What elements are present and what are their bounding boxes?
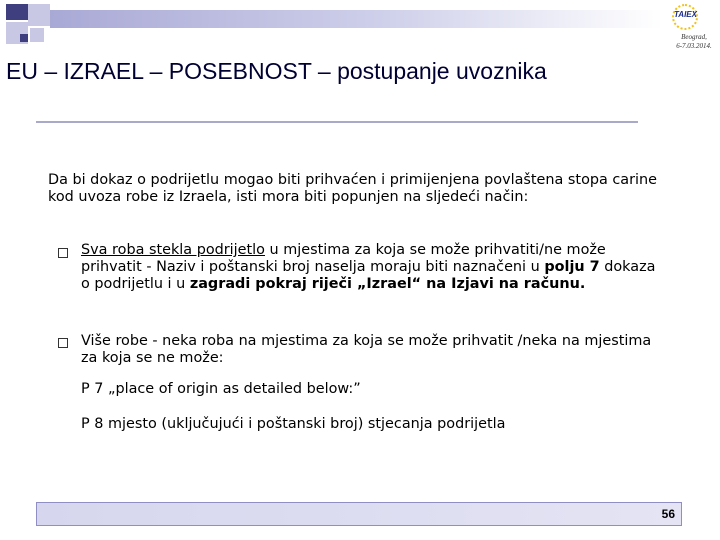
decor-square <box>30 28 44 42</box>
page-number: 56 <box>661 507 675 521</box>
text-run: dokaza o podrijetlu i u <box>81 259 656 292</box>
bold-text: polju 7 <box>544 259 600 275</box>
square-bullet-icon <box>58 338 68 348</box>
bullet-item-1 <box>81 242 661 293</box>
intro-paragraph: Da bi dokaz o podrijetlu mogao biti prihvaćen i primijenjena povlaštena stopa carine kod uvoza robe iz Izraela, isti mora biti popunjen na sljedeći način: <box>48 172 658 205</box>
decor-square <box>28 4 50 26</box>
taiex-logo <box>664 0 720 54</box>
event-place: Beograd, <box>681 33 707 41</box>
text-run: u mjestima za koja se može prihvatiti/ne može prihvatit - Naziv i poštanski broj naselja moraju biti naznačeni u <box>81 242 606 275</box>
sub-line-p8: P 8 mjesto (uključujući i poštanski broj) stjecanja podrijetla <box>81 416 506 432</box>
title-divider <box>36 121 638 123</box>
logo-text: TAIEX <box>674 10 697 19</box>
square-bullet-icon <box>58 248 68 258</box>
slide-title: EU – IZRAEL – POSEBNOST – postupanje uvoznika <box>6 58 547 84</box>
event-place-date <box>668 33 720 51</box>
decor-square <box>6 4 28 20</box>
bold-text: zagradi pokraj riječi „Izrael“ na Izjavi na računu. <box>189 276 586 292</box>
bullet-item-2: Više robe - neka roba na mjestima za koja se može prihvatit /neka na mjestima za koja se ne može: <box>81 333 652 366</box>
footer-bar <box>36 502 682 526</box>
sub-line-p7: P 7 „place of origin as detailed below:” <box>81 381 361 397</box>
underlined-text: Sva roba stekla podrijetlo <box>81 242 265 258</box>
header-gradient-bar <box>50 10 662 28</box>
event-date: 6-7.03.2014. <box>676 42 712 50</box>
decor-square <box>20 34 28 42</box>
